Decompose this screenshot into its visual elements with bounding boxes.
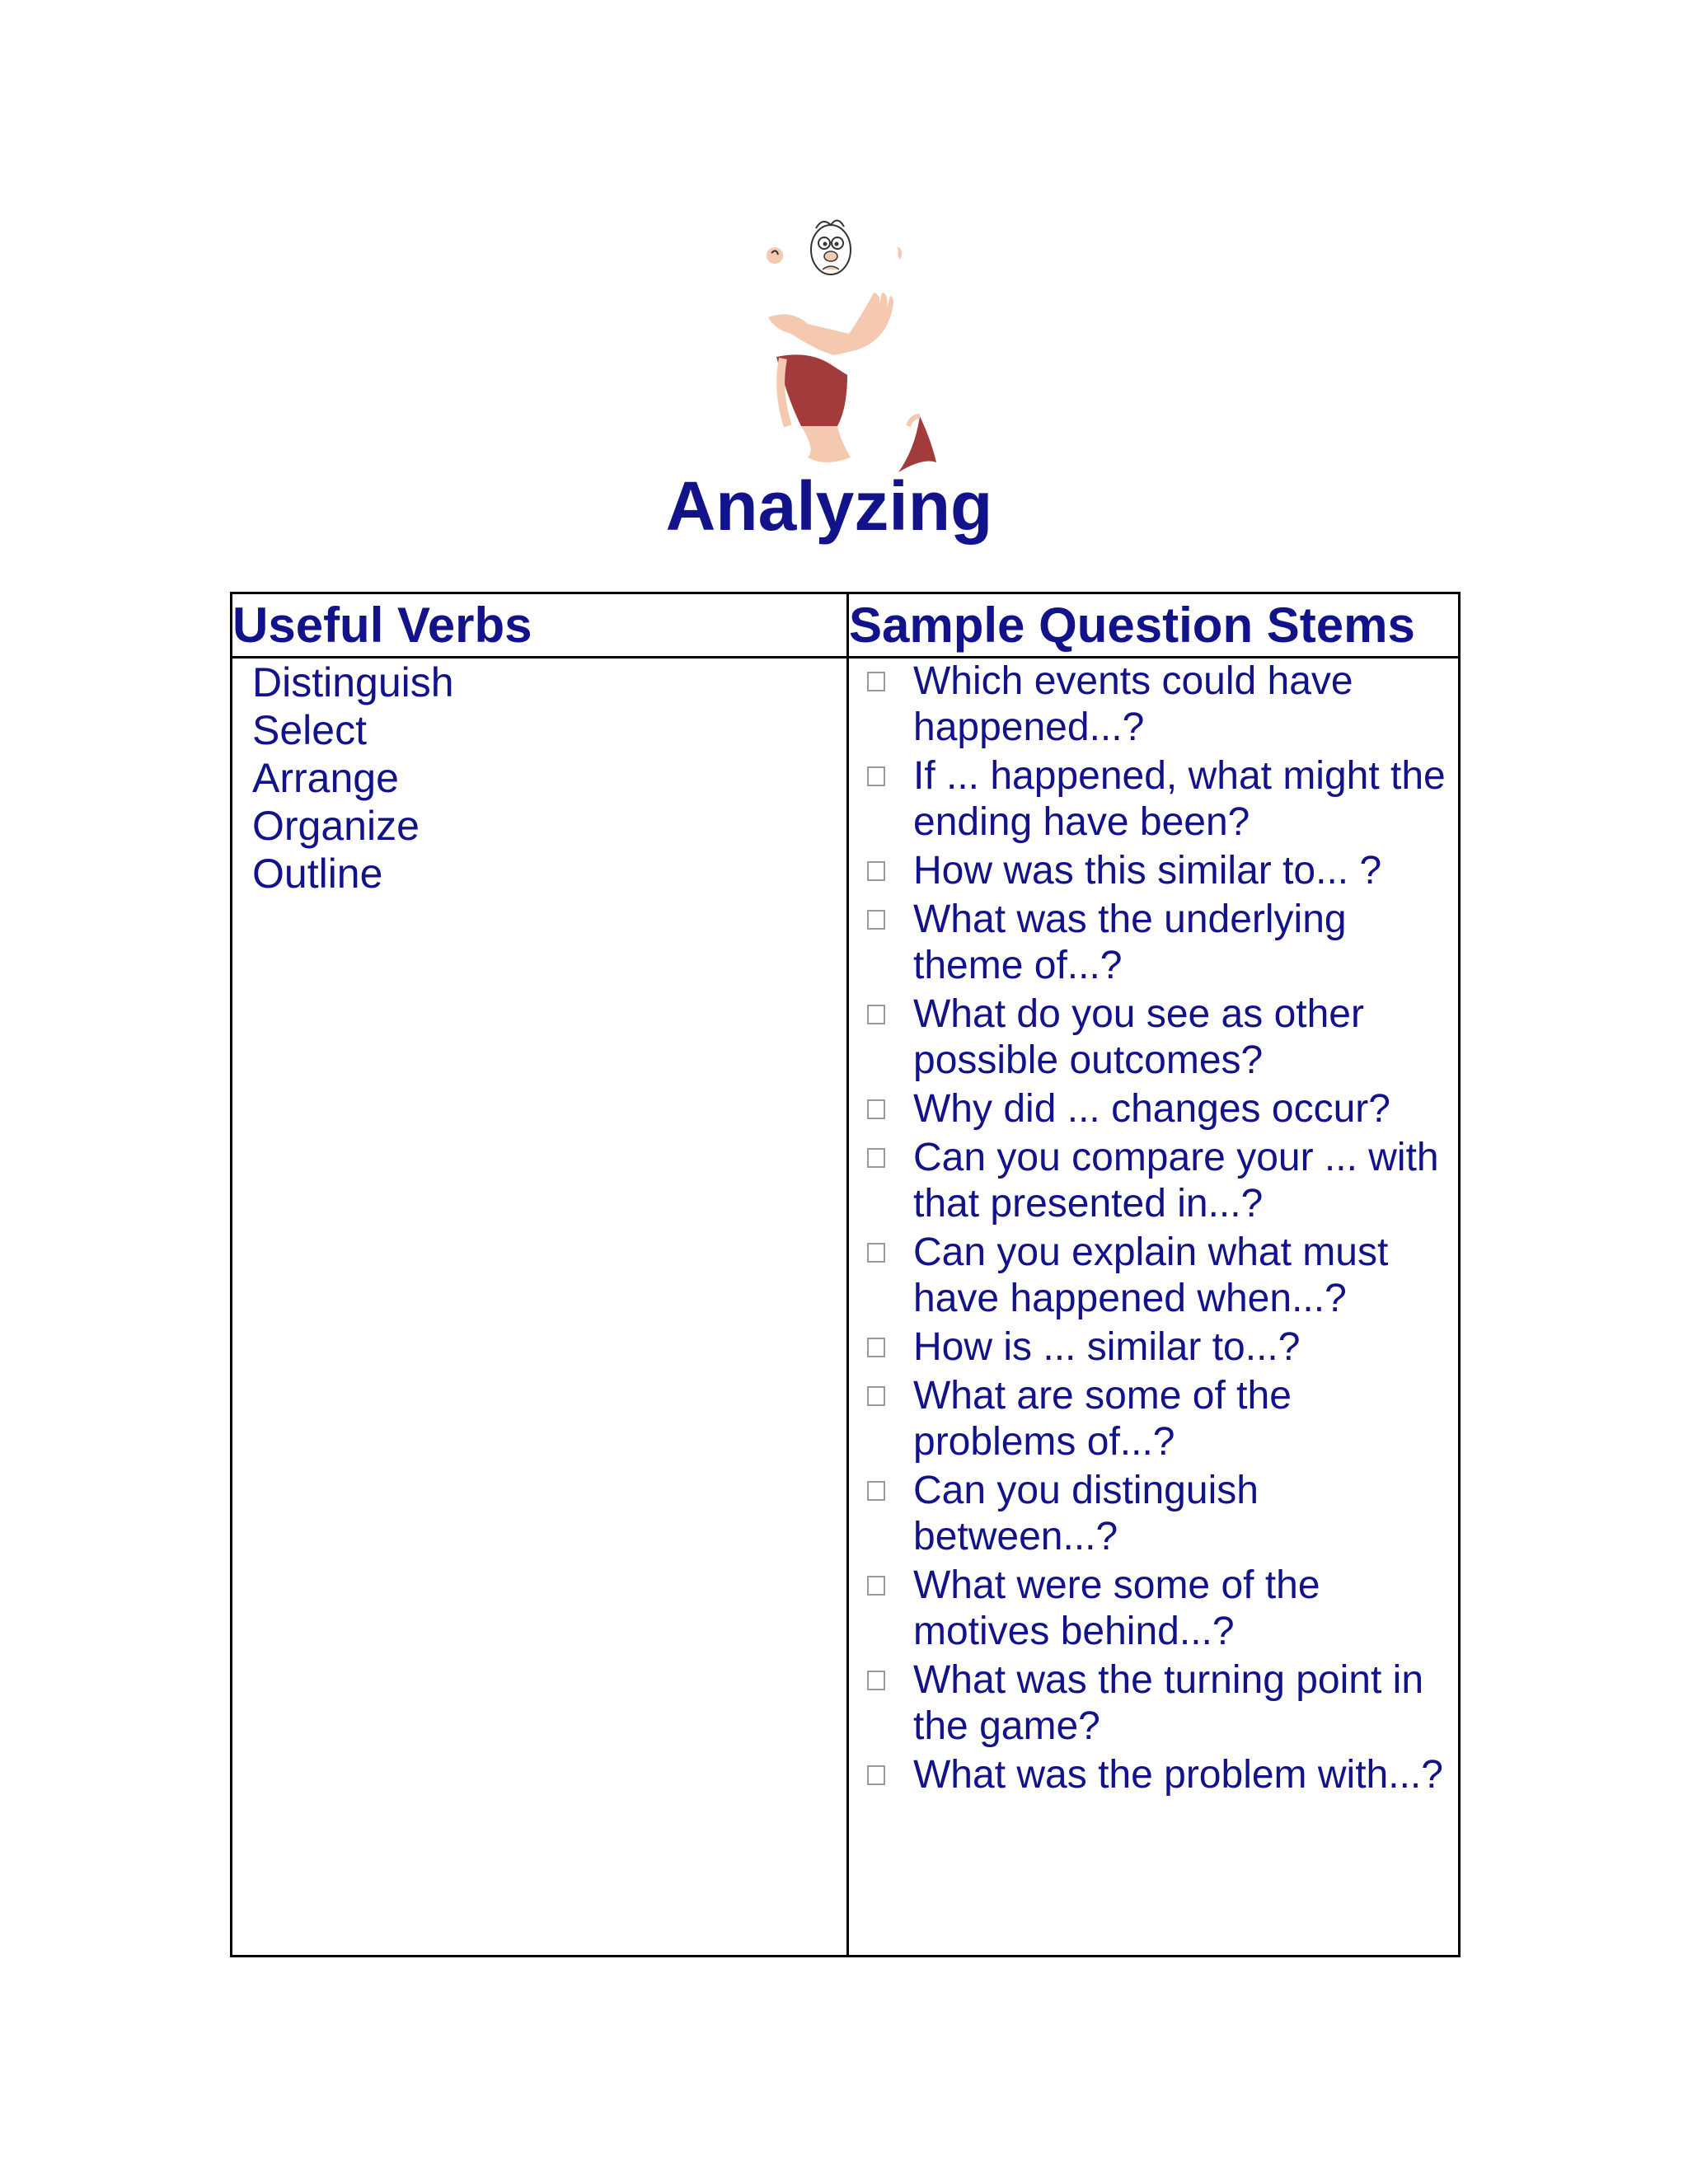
verb-item: Arrange	[252, 755, 399, 801]
stem-text: If ... happened, what might the ending have been?	[913, 754, 1446, 844]
header-question-stems: Sample Question Stems	[848, 593, 1460, 658]
verb-item: Distinguish	[252, 659, 454, 705]
header-row	[232, 593, 1460, 658]
verb-item: Organize	[252, 803, 420, 849]
stem-text: Can you explain what must have happened when...?	[913, 1230, 1389, 1320]
stem-text: Can you distinguish between...?	[913, 1469, 1259, 1558]
hand-icon	[768, 293, 893, 355]
checkbox-icon	[867, 1338, 885, 1357]
stem-item	[849, 1324, 1458, 1371]
checkbox-icon	[867, 1148, 885, 1168]
face-icon	[811, 220, 851, 274]
checkbox-icon	[867, 910, 885, 930]
stem-text: What was the turning point in the game?	[913, 1658, 1424, 1748]
stem-text: How is ... similar to...?	[913, 1325, 1301, 1369]
stem-item	[849, 1230, 1458, 1322]
checkbox-icon	[867, 1386, 885, 1406]
stem-text: How was this similar to... ?	[913, 849, 1382, 893]
stem-item	[849, 1752, 1458, 1798]
content-row	[232, 658, 1460, 1957]
stem-item	[849, 1373, 1458, 1465]
stem-item	[849, 1086, 1458, 1132]
stem-text: What are some of the problems of...?	[913, 1374, 1292, 1464]
stem-text: What were some of the motives behind...?	[913, 1563, 1320, 1653]
stems-list	[849, 658, 1458, 1798]
stem-text: What was the problem with...?	[913, 1753, 1443, 1797]
stem-text: What do you see as other possible outcomes?	[913, 992, 1364, 1082]
checkbox-icon	[867, 1005, 885, 1024]
checkbox-icon	[867, 1243, 885, 1263]
checkbox-icon	[867, 672, 885, 691]
puzzled-figure-icon	[758, 210, 948, 474]
verb-item: Outline	[252, 851, 383, 897]
stem-item	[849, 1135, 1458, 1227]
stem-item	[849, 1468, 1458, 1560]
page-title: Analyzing	[665, 467, 993, 545]
stem-item	[849, 991, 1458, 1084]
checkbox-icon	[867, 1481, 885, 1501]
stem-item	[849, 1563, 1458, 1655]
stem-item	[849, 897, 1458, 989]
stem-item	[849, 1657, 1458, 1750]
stem-item	[849, 658, 1458, 751]
checkbox-icon	[867, 861, 885, 881]
stems-cell	[848, 658, 1460, 1957]
stem-item	[849, 848, 1458, 894]
verbs-cell	[232, 658, 848, 1957]
stem-text: Can you compare your ... with that presented in...?	[913, 1136, 1439, 1226]
stem-item	[849, 753, 1458, 846]
checkbox-icon	[867, 1576, 885, 1596]
stem-text: Why did ... changes occur?	[913, 1087, 1390, 1131]
verb-item: Select	[252, 707, 367, 753]
analyzing-table	[230, 592, 1461, 1957]
verbs-list	[232, 658, 846, 898]
checkbox-icon	[867, 1671, 885, 1690]
stem-text: Which events could have happened...?	[913, 659, 1353, 749]
checkbox-icon	[867, 766, 885, 786]
header-useful-verbs: Useful Verbs	[232, 593, 848, 658]
stem-text: What was the underlying theme of...?	[913, 898, 1347, 987]
checkbox-icon	[867, 1765, 885, 1785]
checkbox-icon	[867, 1099, 885, 1119]
